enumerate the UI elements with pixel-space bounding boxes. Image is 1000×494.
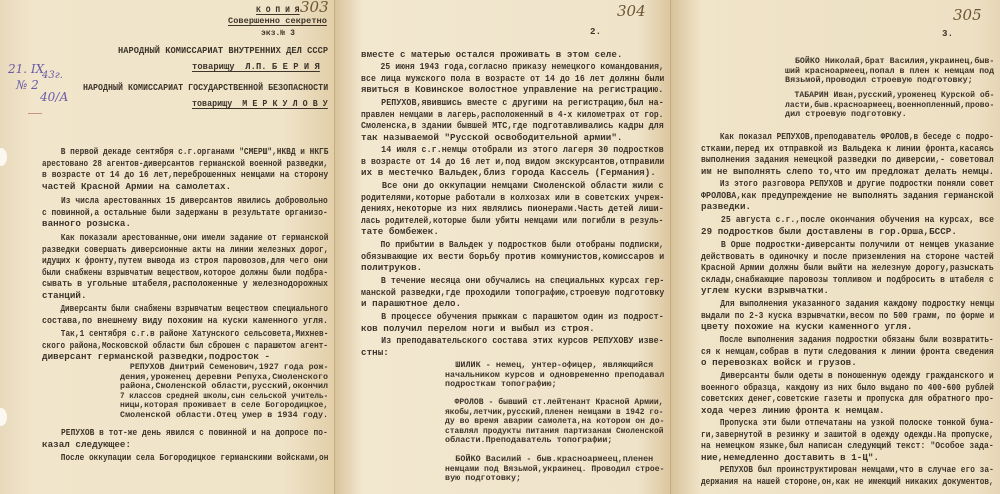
text-line: якобы,летчик,русский,пленен немцами в 1942 го-: [445, 406, 664, 417]
text-line: В течение месяца они обучались на специальных курсах гер-: [361, 275, 665, 286]
addressee-name-beria: товарищу Л.П. Б Е Р И Я: [192, 62, 320, 72]
text-line: держания на нашей стороне,он,как не имеющий никаких документов,: [701, 475, 994, 487]
classification-stamp: Совершенно секретно: [228, 16, 327, 26]
text-line: ФРОЛОВ - бывший ст.лейтенант Красной Армии,: [435, 397, 664, 407]
text-line: им не выполнять слепо то,что им предложат делать немцы.: [701, 165, 995, 177]
text-line: вую подготовку;: [445, 473, 522, 484]
text-line: выдали по 2-3 куска взрывчатки,весом по 500 грамм, по форме и: [701, 309, 995, 321]
text-line: В Орше подростки-диверсанты получили от немцев указание: [701, 239, 995, 250]
text-line: идущих к фронту,путем вывода из строя паровозов,для чего они: [42, 255, 328, 266]
text-line: склады,снабжающие паровозы топливом и подбросить в штабеля с: [701, 273, 994, 285]
text-line: РЕПУХОВ Дмитрий Семенович,1927 года рож-: [110, 362, 329, 372]
text-line: родителями,которые работали в колхозах или в советских учреж-: [361, 191, 665, 203]
text-line: на немецком языке,был написан следующий текст: "Особое зада-: [701, 440, 994, 451]
text-line: так называемой "Русской освободительной армии".: [361, 131, 623, 143]
text-line: Из преподавательского состава этих курсов РЕПУХОВУ изве-: [361, 335, 664, 346]
handwritten-number: № 2: [16, 78, 39, 92]
copy-number: экз.№ 3: [261, 29, 295, 38]
text-line: ставлял продукты питания партизанам Смоленской: [445, 425, 664, 436]
text-line: правлен немцами в лагерь,расположенный в 4-х километрах от гор.: [361, 108, 664, 120]
page-number: 2.: [590, 26, 602, 37]
archive-page-number: 303: [300, 0, 329, 16]
punch-hole: [0, 148, 7, 166]
text-line: арестовано 28 агентов-диверсантов германской военной разведки,: [42, 157, 328, 169]
text-line: БОЙКО Николай,брат Василия,украинец,быв-: [775, 56, 995, 66]
text-line: Пропуска эти были отпечатаны на узкой полоске тонкой бума-: [701, 417, 994, 428]
text-line: Диверсанты были снабжены взрывчатым веществом специального: [42, 303, 328, 314]
text-line: Как показал РЕПУХОВ,преподаватель ФРОЛОВ,в беседе с подро-: [701, 131, 994, 142]
text-line: Из числа арестованных 15 диверсантов явились добровольно: [42, 195, 328, 206]
text-line: в возрасте от 14 до 16 лет и,под видом экскурсантов,отправили: [361, 155, 665, 167]
text-line: разведки совершать диверсионные акты на линии железных дорог,: [42, 243, 329, 255]
text-line: Для выполнения указанного задания каждому подростку немцы: [701, 298, 995, 309]
text-line: о перевозках войск и грузов.: [701, 357, 857, 368]
text-line: 25 августа с.г.,после окончания обучения на курсах, все: [701, 214, 995, 225]
text-line: Так,1 сентября с.г.в районе Хатунского сельсовета,Михнев-: [42, 328, 329, 339]
text-line: 29 подростков были доставлены в гор.Орша,БССР.: [701, 225, 957, 237]
text-line: 25 июня 1943 года,согласно приказу немецкого командования,: [361, 61, 664, 72]
text-line: выполнения задания немецкой разведки по диверсии,- советовал: [701, 154, 994, 165]
text-line: Как показали арестованные,они имели задание от германской: [42, 232, 329, 243]
document-page-2: [334, 0, 670, 494]
text-line: советских денег,советские газеты и пропуска для обратного про-: [701, 393, 994, 404]
text-line: По прибытии в Вальдек у подростков были отобраны подписки,: [361, 239, 664, 250]
text-line: ший красноармеец,попал в плен к немцам под: [785, 65, 995, 76]
text-line: тате бомбежек.: [361, 226, 439, 237]
handwritten-reference: 40/А: [40, 90, 69, 104]
text-line: ского района,Московской области был сброшен с парашютом агент-: [42, 339, 328, 351]
text-line: казал следующее:: [42, 438, 132, 450]
text-line: ТАБАРИН Иван,русский,уроженец Курской об-: [775, 90, 995, 100]
red-mark: [28, 113, 42, 114]
text-line: Красной Армии должны были выйти на железную дорогу,разыскать: [701, 262, 994, 273]
text-line: политруков.: [361, 262, 423, 273]
text-line: сывать в угольные штабеля,расположенные у железнодорожных: [42, 278, 329, 289]
text-line: и парашютное дело.: [361, 298, 462, 309]
text-line: ду во время аварии самолета,на котором он до-: [445, 416, 665, 427]
text-line: РЕПУХОВ,явившись вместе с другими на регистрацию,был на-: [361, 97, 664, 108]
page-number: 3.: [942, 28, 954, 39]
text-line: Все они до оккупации немцами Смоленской области жили с: [361, 180, 664, 191]
text-line: Диверсанты были одеты в поношенную одежду гражданского и: [701, 370, 994, 381]
document-page-1: [0, 0, 334, 494]
text-line: состава,по внешнему виду похожим на куски каменного угля.: [42, 314, 329, 326]
archive-page-number: 304: [617, 2, 646, 20]
text-line: в возрасте от 14 до 16 лет,переброшенных немцами на сторону: [42, 169, 329, 180]
text-line: явиться в Ковинское волостное управление на регистрацию.: [361, 84, 664, 95]
text-line: станций.: [42, 289, 87, 301]
text-line: В первой декаде сентября с.г.органами "СМЕРШ",НКВД и НКГБ: [42, 146, 329, 157]
text-line: начальником курсов и одновременно преподавал: [445, 369, 665, 380]
text-line: подросткам топографию;: [445, 379, 557, 390]
text-line: РЕПУХОВ в тот-же день явился с повинной и на допросе по-: [42, 427, 328, 438]
text-line: После выполнения задания подростки обязаны были возвратить-: [701, 334, 994, 345]
text-line: ков получил перелом ноги и выбыл из строя.: [361, 322, 595, 334]
text-line: ФРОЛОВА,как предупреждение не выполнять задания германской: [701, 189, 994, 201]
text-line: стками,перед их отправкой из Вальдека к линии фронта,касаясь: [701, 142, 994, 154]
text-line: стны:: [361, 346, 389, 358]
text-line: были снабжены взрывчатым веществом,которое должны были подбра-: [42, 266, 328, 278]
text-line: области.Преподаватель топографии;: [445, 435, 613, 446]
text-line: хода через линию фронта к немцам.: [701, 404, 885, 416]
text-line: Смоленска,в здании бывшей МТС,где подготавливались кадры для: [361, 120, 664, 131]
text-line: их в местечко Вальдек,близ города Кассель (Германия).: [361, 167, 656, 178]
text-line: ги,завернутой в резинку и зашитой в одежду одежды.На пропуске,: [701, 428, 994, 440]
text-line: обязывающие их вести борьбу против коммунистов,комиссаров и: [361, 250, 665, 262]
text-line: БОЙКО Василий - быв.красноармеец,пленен: [435, 454, 654, 464]
addressee-org-nkgb: НАРОДНЫЙ КОМИССАРИАТ ГОСУДАРСТВЕННОЙ БЕЗОПАСНОСТИ: [83, 83, 329, 93]
text-line: В процессе обучения прыжкам с парашютом один из подрост-: [361, 311, 664, 322]
text-line: диверсант германской разведки,подросток -: [42, 351, 271, 362]
addressee-org-nkvd: НАРОДНЫЙ КОМИССАРИАТ ВНУТРЕННИХ ДЕЛ СССР: [118, 46, 329, 56]
addressee-name-merkulov: товарищу М Е Р К У Л О В У: [192, 99, 328, 109]
text-line: ШИЛИК - немец, унтер-офицер, являющийся: [435, 360, 654, 370]
text-line: ние,немедленно доставить в 1-Ц".: [701, 451, 880, 463]
text-line: углем куски взрывчатки.: [701, 285, 829, 296]
text-line: Смоленской области.Отец умер в 1934 году.: [120, 410, 329, 420]
text-line: ласти,быв.красноармеец,военнопленный,прово-: [785, 99, 995, 110]
text-line: лась родителей,которые были убиты немцами или погибли в резуль-: [361, 214, 664, 226]
text-line: все лица мужского пола в возрасте от 14 до 16 лет должны были: [361, 72, 665, 84]
text-line: немцами под Вязьмой,украинец. Проводил строе-: [445, 463, 665, 474]
text-line: манской разведки,где проходили топографию,строевую подготовку: [361, 286, 665, 298]
text-line: частей Красной Армии на самолетах.: [42, 180, 232, 192]
text-line: РЕПУХОВ был проинструктирован немцами,что в случае его за-: [701, 464, 994, 475]
text-line: ся к немцам,собрав в пути следования к линии фронта сведения: [701, 345, 994, 357]
text-line: После оккупации села Богородицкое германскими войсками,он: [42, 452, 329, 463]
text-line: ванного розыска.: [42, 218, 132, 229]
text-line: 7 классов средней школы,сын сельской учитель-: [120, 390, 329, 401]
handwritten-date: 21. IX: [8, 62, 45, 76]
text-line: 14 июля с.г.немцы отобрали из этого лагеря 30 подростков: [361, 144, 664, 155]
text-line: ницы,которая проживает в селе Богородицкое,: [120, 400, 329, 411]
document-page-3: [670, 0, 1000, 494]
text-line: вместе с матерью остался проживать в этом селе.: [361, 49, 623, 60]
text-line: района,Смоленской области,русский,окончил: [120, 381, 329, 392]
copy-label: К О П И Я: [256, 6, 300, 15]
text-line: Вязьмой,проводил строевую подготовку;: [785, 75, 973, 86]
text-line: с повинной,а остальные были задержаны в результате организо-: [42, 206, 328, 218]
text-line: действовать в одиночку и после приземления на стороне частей: [701, 250, 994, 262]
text-line: дил строевую подготовку.: [785, 109, 907, 120]
text-line: Из этого разговора РЕПУХОВ и другие подростки поняли совет: [701, 178, 994, 189]
archive-page-number: 305: [953, 6, 982, 24]
text-line: дения,уроженец деревни Репуха,Смоленского: [120, 371, 329, 382]
text-line: военного образца, каждому из них было выдано по 400-600 рублей: [701, 381, 994, 393]
text-line: дениях,некоторые из них являлись пионерами.Часть детей лиши-: [361, 203, 664, 214]
text-line: разведки.: [701, 201, 752, 212]
handwritten-year: 43г.: [42, 70, 63, 81]
punch-hole: [0, 408, 7, 426]
text-line: цвету похожие на куски каменного угля.: [701, 321, 913, 332]
